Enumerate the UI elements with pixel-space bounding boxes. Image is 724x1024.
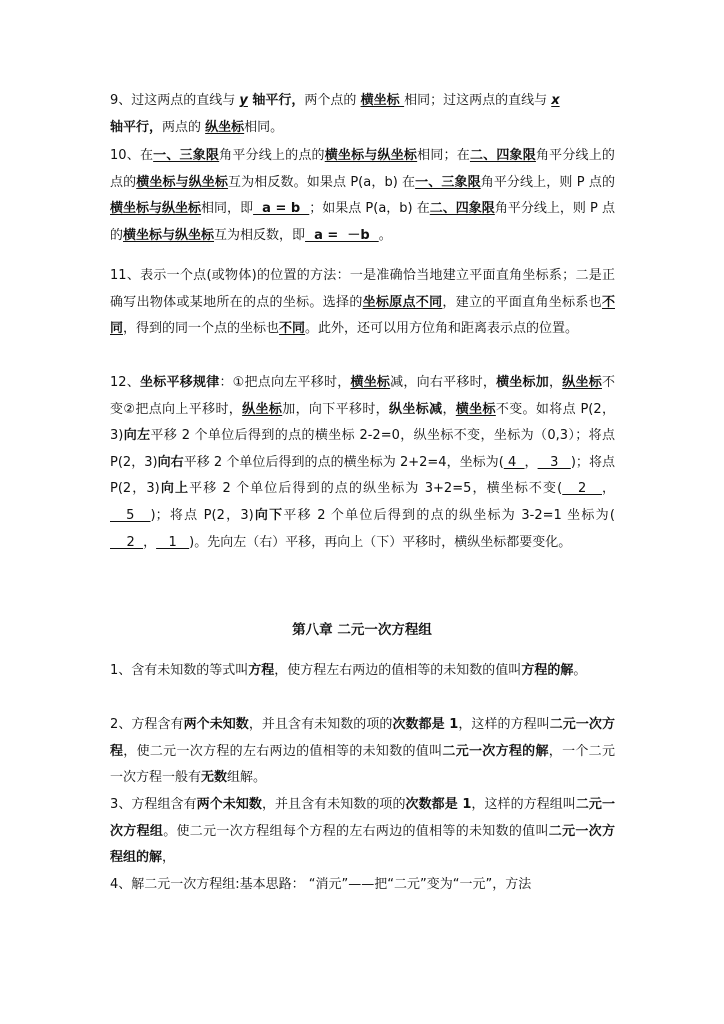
item-11: [110, 263, 615, 343]
text: 相同；过这两点的直线与: [404, 93, 552, 108]
keyword: 纵坐标: [242, 401, 283, 417]
text: )；将点 P(2，3): [150, 507, 254, 523]
text: ，这样的方程组叫: [471, 797, 576, 812]
text: ，并且含有未知数的项的: [248, 717, 393, 732]
text: ，: [162, 850, 176, 866]
text: ，: [601, 481, 615, 497]
text: 角平分线上，则 P 点的: [110, 201, 615, 243]
keyword: 次数都是 1: [405, 797, 472, 812]
text: ，使二元一次方程的左右两边的值相等的未知数的值叫: [123, 743, 443, 759]
ch8-item-2: [110, 712, 615, 792]
keyword: 方程的解: [521, 663, 574, 678]
text: ，: [549, 375, 563, 390]
text: ，得到的同一个点的坐标也: [123, 321, 280, 337]
answer-blank: a = b: [253, 201, 310, 217]
keyword: 一、三象限: [415, 174, 481, 190]
keyword: 不同: [279, 321, 306, 337]
text: 相同；在: [417, 148, 470, 163]
keyword: 轴平行，: [247, 93, 305, 108]
text: 平移 2 个单位后得到的点的横坐标 2-2=0，纵坐标不变，坐标为（0,3）；将点 P(2，3): [110, 428, 615, 470]
keyword: 二、四象限: [469, 148, 536, 163]
answer-blank: 4: [503, 454, 525, 470]
keyword: 次数都是 1: [392, 717, 459, 732]
text: 平移 2 个单位后得到的点的横坐标为 2+2=4，坐标为(: [183, 454, 504, 470]
item-12: [110, 370, 615, 556]
keyword: 横坐标与纵坐标: [324, 148, 418, 163]
text: 。: [573, 663, 587, 678]
text: 。使二元一次方程组每个方程的左右两边的值相等的未知数的值叫: [163, 823, 549, 839]
keyword: 二元一次方程的解: [442, 743, 549, 759]
keyword: 横坐标与纵坐标: [110, 201, 202, 217]
answer-blank: 3: [537, 454, 571, 470]
keyword: 方程: [248, 663, 275, 678]
keyword: 横坐标: [350, 375, 391, 390]
text: 不变。如将点 P(2，3): [110, 401, 615, 444]
item-10: [110, 143, 615, 249]
answer-blank: 1: [156, 534, 190, 550]
text: ，一个二元一次方程一般有: [110, 743, 615, 786]
text: ，使方程左右两边的值相等的未知数的值叫: [274, 663, 522, 678]
answer-blank: 2: [110, 534, 144, 550]
text: ，并且含有未知数的项的: [261, 797, 406, 812]
keyword: 二元一次方程组的解: [110, 823, 615, 866]
text: 平移 2 个单位后得到的点的纵坐标为 3-2=1 坐标为(: [283, 507, 615, 523]
text: 1、含有未知数的等式叫: [110, 663, 249, 678]
text: 10、在: [110, 148, 154, 163]
text: 减，向右平移时，: [390, 375, 497, 390]
item-9: [110, 88, 615, 141]
keyword: 轴平行，: [110, 119, 163, 135]
keyword: 纵坐标: [562, 375, 602, 390]
text: 4、解二元一次方程组:基本思路： “消元”——把“二元”变为“一元”，方法: [110, 877, 532, 892]
text: 角平分线上的点的: [219, 148, 325, 163]
text: 。: [378, 227, 392, 243]
ch8-item-1: [110, 658, 615, 685]
text: 两点的: [162, 119, 206, 135]
keyword: 无数: [201, 770, 228, 786]
text: 2、方程含有: [110, 717, 184, 732]
text: 不变②把点向上平移时，: [110, 375, 615, 417]
keyword: 二元一次方程组: [110, 797, 615, 839]
keyword: 横坐标与纵坐标: [123, 227, 215, 243]
text: 互为相反数。如果点 P(a，b) 在: [228, 174, 416, 190]
text: 平移 2 个单位后得到的点的纵坐标为 3+2=5，横坐标不变(: [189, 481, 563, 497]
keyword: 横坐标加: [496, 375, 550, 390]
text: 互为相反数，即: [214, 227, 306, 243]
keyword: 不同: [110, 294, 615, 337]
keyword: 一、三象限: [153, 148, 220, 163]
y-axis-var: y: [239, 93, 248, 108]
text: 。此外，还可以用方位角和距离表示点的位置。: [305, 321, 579, 337]
text: 9、过这两点的直线与: [110, 93, 240, 108]
answer-horizontal: 横坐标: [360, 93, 405, 108]
text: ，: [143, 534, 157, 550]
keyword: 横坐标: [455, 401, 496, 417]
keyword: 坐标平移规律: [140, 375, 220, 390]
text: 相同。: [244, 119, 284, 135]
text: 11、表示一个点(或物体)的位置的方法：一是准确恰当地建立平面直角坐标系；二是正确写出物体或某地所在的点的坐标。选择的: [110, 268, 615, 310]
keyword: 向右: [157, 454, 184, 470]
text: )；将点 P(2，3): [110, 454, 615, 497]
answer-blank: a = －b: [305, 227, 379, 243]
keyword: 二、四象限: [429, 201, 495, 217]
keyword: 横坐标与纵坐标: [136, 174, 229, 190]
keyword: 向下: [253, 507, 284, 523]
keyword: 两个未知数: [196, 797, 262, 812]
text: 组解。: [227, 770, 267, 786]
chapter-title: 第八章 二元一次方程组: [292, 622, 432, 638]
text: 加，向下平移时，: [282, 401, 390, 417]
text: ，: [442, 401, 456, 417]
keyword: 两个未知数: [183, 717, 249, 732]
answer-blank: 2: [562, 481, 602, 497]
ch8-item-4: [110, 872, 615, 899]
text: 角平分线上，则 P 点的: [480, 174, 615, 190]
ch8-item-3: [110, 792, 615, 872]
text: )。先向左（右）平移，再向上（下）平移时，横纵坐标都要变化。: [189, 534, 572, 550]
text: 相同，即: [201, 201, 254, 217]
keyword: 二元一次方程: [110, 717, 615, 759]
text: ，建立的平面直角坐标系也: [442, 294, 602, 310]
answer-blank: 5: [110, 507, 151, 523]
keyword: 坐标原点不同: [362, 294, 443, 310]
text: ，: [524, 454, 538, 470]
text: ：①把点向左平移时，: [219, 375, 351, 390]
answer-vertical: 纵坐标: [205, 119, 245, 135]
text: 两个点的: [304, 93, 361, 108]
text: 角平分线上的点的: [110, 148, 615, 190]
text: 3、方程组含有: [110, 797, 197, 812]
keyword: 向左: [123, 428, 151, 444]
keyword: 纵坐标减: [389, 401, 443, 417]
text: 12、: [110, 375, 141, 390]
text: ；如果点 P(a，b) 在: [309, 201, 430, 217]
x-axis-var: x: [551, 93, 560, 108]
text: ，这样的方程叫: [458, 717, 550, 732]
keyword: 向上: [159, 481, 190, 497]
